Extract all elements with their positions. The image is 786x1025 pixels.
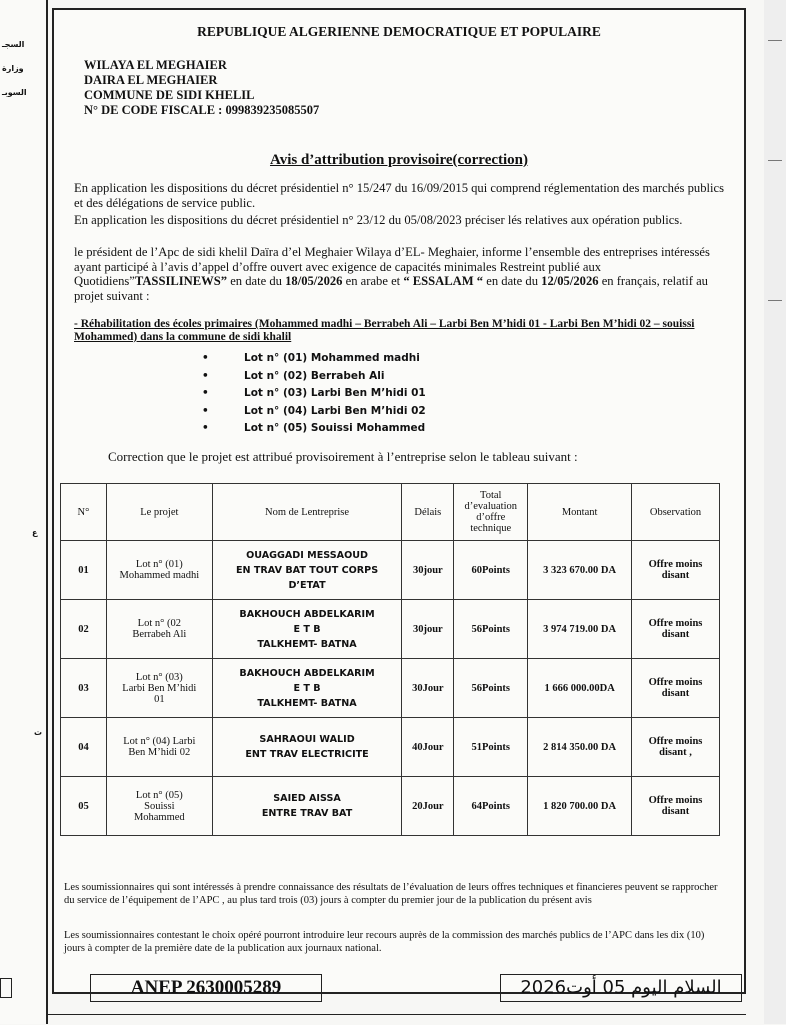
- cell-observation: [632, 541, 720, 600]
- observation-line: Offre moins: [648, 618, 703, 629]
- cell-montant: 1 666 000.00DA: [528, 659, 632, 718]
- cell-points: 64Points: [454, 777, 528, 836]
- cell-num: 02: [61, 600, 107, 659]
- footer-consultation: Les soumissionnaires qui sont intéressés à prendre connaissance des résultats de l’évaluation de leurs offres techniques et financieres peuvent se rapprocher du service de l’équipement de l’APC , au plus tard trois (03) jours à compter du premier jour de la publication du présent avis: [64, 882, 718, 906]
- entreprise-line: ENTRE TRAV BAT: [261, 808, 353, 819]
- lot-item: [202, 368, 426, 386]
- lot-item: [202, 403, 426, 421]
- newspaper-essalam: “ ESSALAM “: [403, 274, 484, 289]
- announcement-text: le président de l’Apc de sidi khelil Daïra d’el Meghaier Wilaya d’EL- Meghaier, informe l’ensemble des entreprises intéressés ayant participé à l’avis d’appel d’offre ouvert avec exigence de capacités minimales Restreint publié aux Quotidiens”: [74, 245, 710, 289]
- anep-reference: ANEP 2630005289: [90, 974, 322, 1002]
- entreprise-line: SAHRAOUI WALID: [259, 734, 355, 745]
- cell-observation: [632, 777, 720, 836]
- cell-observation: [632, 600, 720, 659]
- entreprise-line: SAIED AISSA: [273, 793, 341, 804]
- projet-line: Berrabeh Ali: [132, 629, 187, 640]
- scan-margin: [764, 0, 786, 1024]
- project-title: - Réhabilitation des écoles primaires (Mohammed madhi – Berrabeh Ali – Larbi Ben M’hidi 01 - Larbi Ben M’hidi 02 – souissi Mohammed) dans la commune de sidi khalil: [74, 318, 695, 343]
- paragraph-announcement: [74, 245, 724, 303]
- cell-montant: 3 974 719.00 DA: [528, 600, 632, 659]
- cell-montant: 2 814 350.00 DA: [528, 718, 632, 777]
- entreprise-line: BAKHOUCH ABDELKARIM: [239, 608, 375, 620]
- cell-delais: 20Jour: [402, 777, 454, 836]
- entreprise-line: OUAGGADI MESSAOUD: [246, 549, 369, 561]
- attribution-table: [60, 483, 720, 836]
- cell-projet: [106, 659, 212, 718]
- code-fiscale-line: N° DE CODE FISCALE : 099839235085507: [84, 103, 320, 117]
- cell-projet: [106, 718, 212, 777]
- cell-observation: [632, 718, 720, 777]
- cell-points: 60Points: [454, 541, 528, 600]
- lot-label: Lot n° (02) Berrabeh Ali: [244, 369, 385, 382]
- observation-line: Offre moins: [648, 736, 703, 747]
- lot-label: Lot n° (03) Larbi Ben M’hidi 01: [244, 387, 426, 400]
- entreprise-line: BAKHOUCH ABDELKARIM: [239, 667, 375, 679]
- table-row: [61, 541, 720, 600]
- cell-delais: 30jour: [402, 600, 454, 659]
- lot-label: Lot n° (04) Larbi Ben M’hidi 02: [244, 404, 426, 417]
- cell-montant: 3 323 670.00 DA: [528, 541, 632, 600]
- table-row: [61, 718, 720, 777]
- address-block: [84, 58, 319, 118]
- lots-list: [202, 350, 426, 438]
- observation-line: Offre moins: [648, 795, 703, 806]
- announcement-text: en français, relatif au projet suivant :: [74, 274, 708, 303]
- entreprise-line: TALKHEMT- BATNA: [257, 638, 357, 650]
- notice-frame: [52, 8, 746, 998]
- country-header: REPUBLIQUE ALGERIENNE DEMOCRATIQUE ET POPULAIRE: [197, 24, 601, 39]
- cell-observation: [632, 659, 720, 718]
- observation-line: disant: [661, 806, 690, 817]
- cell-points: 56Points: [454, 659, 528, 718]
- lot-item: [202, 350, 426, 368]
- projet-line: Lot n° (02: [137, 618, 181, 629]
- observation-line: Offre moins: [648, 677, 703, 688]
- projet-line: Mohammed madhi: [119, 570, 200, 581]
- lot-label: Lot n° (01) Mohammed madhi: [244, 352, 420, 364]
- cell-num: 01: [61, 541, 107, 600]
- cell-entreprise: [212, 541, 402, 600]
- newspaper-tassili: TASSILINEWS”: [134, 274, 228, 289]
- lot-label: Lot n° (05) Souissi Mohammed: [244, 422, 426, 435]
- table-row: [61, 777, 720, 836]
- arabic-fragment: السجـ: [2, 40, 25, 49]
- cell-entreprise: [212, 718, 402, 777]
- header-entreprise: Nom de Lentreprise: [212, 484, 402, 541]
- projet-line: Souissi: [144, 800, 175, 812]
- projet-line: 01: [154, 693, 165, 705]
- cell-delais: 30jour: [402, 541, 454, 600]
- table-header-row: [61, 484, 720, 541]
- cell-projet: [106, 600, 212, 659]
- correction-line: Correction que le projet est attribué provisoirement à l’entreprise selon le tableau suivant :: [108, 449, 578, 464]
- newspaper-date-arabic: السلام اليوم 05 أوت2026: [500, 974, 742, 1002]
- publication-banner: [72, 974, 742, 1004]
- table-row: [61, 600, 720, 659]
- header-evaluation: Total d’evaluation d’offre technique: [454, 484, 528, 541]
- margin-mark: [768, 300, 782, 301]
- bullet: •: [202, 352, 209, 364]
- bullet: •: [202, 369, 209, 382]
- bullet: •: [202, 404, 209, 417]
- header-montant: Montant: [528, 484, 632, 541]
- daira-line: DAIRA EL MEGHAIER: [84, 73, 218, 87]
- entreprise-line: EN TRAV BAT TOUT CORPS: [235, 564, 379, 576]
- header-delais: Délais: [402, 484, 454, 541]
- table-row: [61, 659, 720, 718]
- projet-line: Lot n° (03): [135, 671, 183, 683]
- observation-line: disant: [661, 570, 690, 581]
- entreprise-line: E T B: [293, 623, 321, 635]
- date-arabic: 18/05/2026: [285, 274, 343, 289]
- bullet: •: [202, 387, 209, 400]
- observation-line: Offre moins: [648, 559, 703, 570]
- cell-points: 51Points: [454, 718, 528, 777]
- entreprise-line: E T B: [293, 682, 321, 694]
- wilaya-line: WILAYA EL MEGHAIER: [84, 58, 227, 72]
- edge-box: [0, 978, 12, 998]
- bullet: •: [202, 422, 209, 435]
- cell-num: 04: [61, 718, 107, 777]
- footer-recours: Les soumissionnaires contestant le choix opéré pourront introduire leur recours auprès de la commission des marchés publics de l’APC dans les dix (10) jours à compter de la première date de la publication aux journaux national.: [64, 930, 705, 954]
- arabic-fragment: وزارة: [2, 64, 24, 73]
- margin-mark: [768, 40, 782, 41]
- observation-line: disant ,: [659, 747, 692, 758]
- notice-title: Avis d’attribution provisoire(correction): [269, 152, 529, 168]
- projet-line: Lot n° (01): [135, 559, 183, 570]
- projet-line: Lot n° (05): [135, 789, 183, 801]
- cell-num: 03: [61, 659, 107, 718]
- observation-line: disant: [661, 629, 690, 640]
- entreprise-line: TALKHEMT- BATNA: [257, 697, 357, 709]
- cell-montant: 1 820 700.00 DA: [528, 777, 632, 836]
- paragraph-decree-1: En application les dispositions du décret présidentiel n° 15/247 du 16/09/2015 qui comprend réglementation des marchés publics et des délégations de service public.: [74, 181, 724, 210]
- paragraph-decree-2: En application les dispositions du décret présidentiel n° 23/12 du 05/08/2023 préciser lés relatives aux opération publics.: [74, 213, 683, 227]
- entreprise-line: D’ETAT: [288, 579, 326, 591]
- projet-line: Ben M’hidi 02: [128, 747, 191, 758]
- date-french: 12/05/2026: [541, 274, 599, 289]
- cell-delais: 40Jour: [402, 718, 454, 777]
- header-observation: Observation: [632, 484, 720, 541]
- lot-item: [202, 420, 426, 438]
- announcement-text: en date du: [483, 274, 542, 289]
- observation-line: disant: [661, 688, 690, 699]
- announcement-text: en arabe et: [342, 274, 404, 289]
- header-num: N°: [61, 484, 107, 541]
- cell-delais: 30Jour: [402, 659, 454, 718]
- cell-num: 05: [61, 777, 107, 836]
- cell-entreprise: [212, 600, 402, 659]
- announcement-text: en date du: [227, 274, 286, 289]
- lot-item: [202, 385, 426, 403]
- cell-points: 56Points: [454, 600, 528, 659]
- next-notice-edge: [46, 1014, 746, 1025]
- cell-entreprise: [212, 659, 402, 718]
- arabic-fragment: ت: [34, 728, 43, 737]
- arabic-fragment: السوبـ: [2, 88, 27, 97]
- entreprise-line: ENT TRAV ELECTRICITE: [245, 749, 369, 760]
- projet-line: Larbi Ben M’hidi: [122, 682, 197, 694]
- arabic-fragment: ع: [32, 528, 38, 537]
- adjacent-page-strip: [0, 0, 48, 1024]
- cell-projet: [106, 541, 212, 600]
- margin-mark: [768, 160, 782, 161]
- projet-line: Mohammed: [133, 811, 185, 823]
- commune-line: COMMUNE DE SIDI KHELIL: [84, 88, 255, 102]
- header-projet: Le projet: [106, 484, 212, 541]
- projet-line: Lot n° (04) Larbi: [123, 736, 196, 747]
- cell-projet: [106, 777, 212, 836]
- cell-entreprise: [212, 777, 402, 836]
